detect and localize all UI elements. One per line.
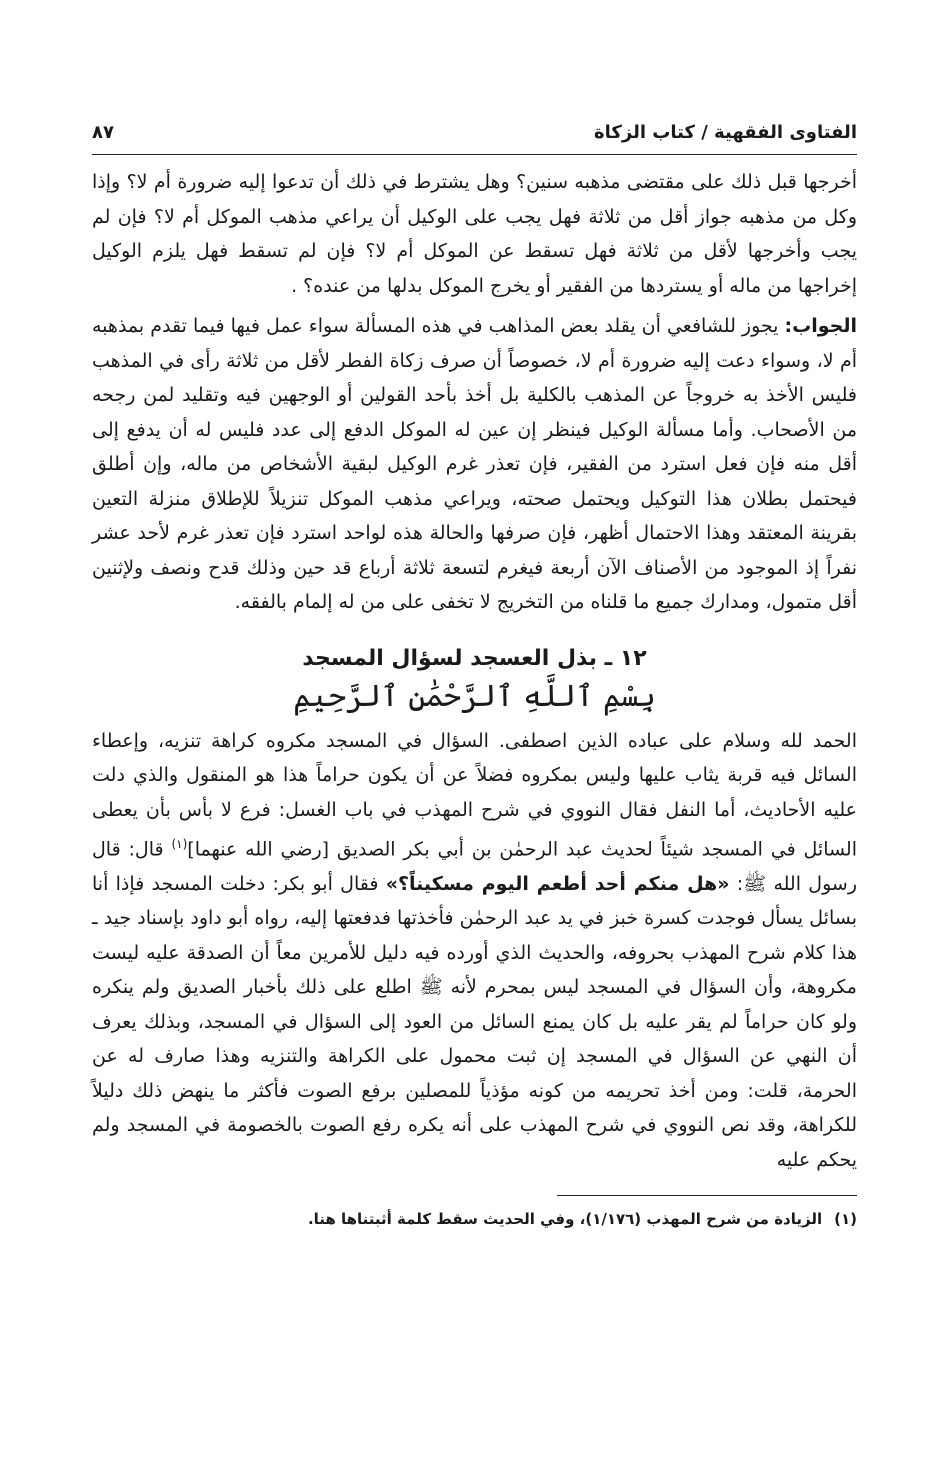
question-continuation: أخرجها قبل ذلك على مقتضى مذهبه سنين؟ وهل يشترط في ذلك أن تدعوا إليه ضرورة أم لا؟ وإذا وكل من مذهبه جواز أقل من ثلاثة فهل يجب على الوكيل أن يراعي مذهب الموكل أم لا؟ فإن لم يجب وأخرجها لأقل من ثلاثة فهل تسقط عن الموكل أم لا؟ فإن لم تسقط فهل يلزم الوكيل إخراجها من ماله أو يستردها من الفقير أو يخرج الموكل بدلها من عنده؟ . [92, 171, 857, 297]
hadith-quote: «هل منكم أحد أطعم اليوم مسكيناً؟» [385, 872, 730, 895]
footnote-divider [557, 1195, 857, 1196]
footnote-reference[interactable]: (١) [171, 837, 188, 851]
answer-text: يجوز للشافعي أن يقلد بعض المذاهب في هذه المسألة سواء عمل فيها فيما تقدم بمذهبه أم لا، وسواء دعت إليه ضرورة أم لا، خصوصاً أن صرف زكاة الفطر لأقل من ثلاثة رأى في المذهب فليس الأخذ به خروجاً عن المذهب بالكلية بل أخذ بأحد القولين أو الوجهين فيه وتقليد لمن رجحه من الأصحاب. وأما مسألة الوكيل فينظر إن عين له الموكل الدفع إلى عدد فليس له أن يدفع إلى أقل منه فإن فعل استرد من الفقير، فإن تعذر غرم الوكيل لبقية الأشخاص من ماله، وإن أطلق فيحتمل بطلان هذا التوكيل ويحتمل صحته، ويراعي مذهب الموكل تنزيلاً للإطلاق منزلة التعين بقرينة المعتقد وهذا الاحتمال أظهر، فإن صرفها والحالة هذه لواحد استرد فإن تعذر غرم لأحد عشر نفراً إذ الموجود من الأصناف الآن أربعة فيغرم لتسعة ثلاثة أرباع قد حين وذلك قدح ونصف ولإثنين أقل متمول، ومدارك جميع ما قلناه من التخريج لا تخفى على من له إلمام بالفقه. [92, 315, 857, 613]
answer-lead: الجواب: [784, 315, 857, 337]
footnote-text: الزيادة من شرح المهذب (١/١٧٦)، وفي الحديث سقط كلمة أثبتناها هنا. [307, 1210, 823, 1229]
footnote [92, 1206, 857, 1232]
body-text-part-2: قال: قال رسول الله ﷺ: [92, 838, 858, 895]
running-header [92, 118, 857, 155]
running-title: الفتاوى الفقهية / كتاب الزكاة [594, 122, 857, 143]
answer-paragraph [92, 309, 857, 620]
section-heading: ١٢ ـ بذل العسجد لسؤال المسجد [302, 645, 647, 671]
page-number: ٨٧ [92, 122, 114, 143]
body-paragraph [92, 724, 857, 1178]
basmala-calligraphy: بِسْمِ ٱللَّهِ ٱلرَّحْمَٰنِ ٱلرَّحِيمِ [293, 678, 656, 714]
body-text-part-1: الحمد لله وسلام على عباده الذين اصطفى. السؤال في المسجد مكروه كراهة تنزيه، وإعطاء السائل فيه قربة يثاب عليها وليس بمكروه فضلاً عن أن يكون حراماً هذا هو المنقول والذي دلت عليه الأحاديث، أما النفل فقال النووي في شرح المهذب في باب الغسل: فرع لا بأس بأن يعطى السائل في المسجد شيئاً لحديث عبد الرحمٰن بن أبي بكر الصديق [رضي الله عنهما] [92, 729, 858, 861]
body-text-part-3: فقال أبو بكر: دخلت المسجد فإذا أنا بسائل يسأل فوجدت كسرة خبز في يد عبد الرحمٰن فأخذتها فدفعتها إليه، رواه أبو داود بإسناد جيد ـ هذا كلام شرح المهذب بحروفه، والحديث الذي أورده فيه دليل للأمرين معاً أن الصدقة عليه ليست مكروهة، وأن السؤال في المسجد ليس بمحرم لأنه ﷺ اطلع على ذلك بأخبار الصديق ولم ينكره ولو كان حراماً لم يقر عليه بل كان يمنع السائل من العود إلى السؤال في المسجد، وبذلك يعرف أن النهي عن السؤال في المسجد إن ثبت محمول على الكراهة والتنزيه وهذا صارف له عن الحرمة، قلت: ومن أخذ تحريمه من كونه مؤذياً للمصلين برفع الصوت فأكثر ما ينهض ذلك دليلاً للكراهة، وقد نص النووي في شرح المهذب على أنه يكره رفع الصوت بالخصومة في المسجد ولم يحكم عليه [92, 872, 857, 1171]
book-page [92, 118, 857, 1232]
footnote-number: (١) [834, 1210, 857, 1229]
